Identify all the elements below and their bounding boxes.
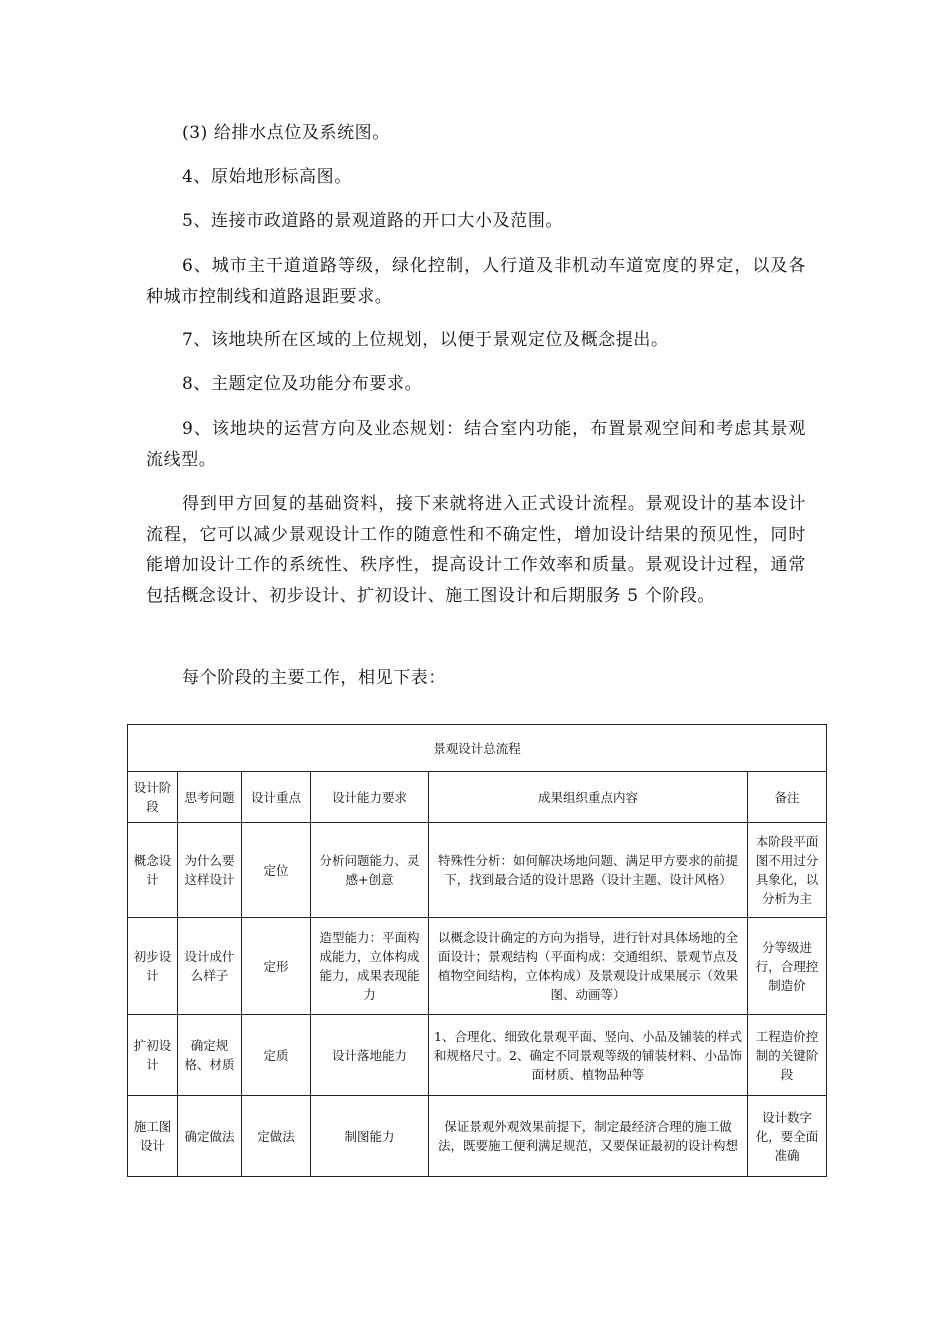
table-header-row [128, 772, 827, 823]
paragraph-theme: 8、主题定位及功能分布要求。 [182, 374, 423, 394]
cell-focus: 定质 [242, 1015, 311, 1096]
cell-stage: 扩初设计 [128, 1015, 178, 1096]
header-question: 思考问题 [178, 772, 242, 823]
table-row [128, 918, 827, 1015]
table-row [128, 1015, 827, 1096]
paragraph-drainage: (3) 给排水点位及系统图。 [182, 123, 390, 143]
cell-focus: 定位 [242, 823, 311, 918]
cell-question: 为什么要这样设计 [178, 823, 242, 918]
paragraph-upper-plan: 7、该地块所在区域的上位规划，以便于景观定位及概念提出。 [182, 330, 669, 350]
cell-remark: 设计数字化，要全面准确 [748, 1096, 827, 1177]
cell-ability: 设计落地能力 [311, 1015, 429, 1096]
cell-question: 确定规格、材质 [178, 1015, 242, 1096]
cell-stage: 概念设计 [128, 823, 178, 918]
cell-stage: 初步设计 [128, 918, 178, 1015]
header-stage: 设计阶段 [128, 772, 178, 823]
paragraph-design-process: 得到甲方回复的基础资料，接下来就将进入正式设计流程。景观设计的基本设计流程，它可以减少景观设计工作的随意性和不确定性，增加设计结果的预见性，同时能增加设计工作的系统性、秩序性，提高设计工作效率和质量。景观设计过程，通常包括概念设计、初步设计、扩初设计、施工图设计和后期服务 5 个阶段。 [146, 494, 806, 606]
paragraph-road-opening: 5、连接市政道路的景观道路的开口大小及范围。 [182, 211, 564, 231]
design-flow-table [127, 724, 827, 1177]
cell-question: 设计成什么样子 [178, 918, 242, 1015]
cell-ability: 分析问题能力、灵感+创意 [311, 823, 429, 918]
header-remark: 备注 [748, 772, 827, 823]
table-row [128, 823, 827, 918]
header-content: 成果组织重点内容 [429, 772, 748, 823]
cell-remark: 工程造价控制的关键阶段 [748, 1015, 827, 1096]
table-title-row [128, 725, 827, 772]
cell-question: 确定做法 [178, 1096, 242, 1177]
cell-content: 特殊性分析：如何解决场地问题、满足甲方要求的前提下，找到最合适的设计思路（设计主题、设计风格） [429, 823, 748, 918]
table-title: 景观设计总流程 [128, 725, 827, 772]
cell-remark: 分等级进行，合理控制造价 [748, 918, 827, 1015]
cell-stage: 施工图设计 [128, 1096, 178, 1177]
cell-content: 保证景观外观效果前提下，制定最经济合理的施工做法，既要施工便利满足规范，又要保证最初的设计构想 [429, 1096, 748, 1177]
cell-content: 1、合理化、细致化景观平面、竖向、小品及铺装的样式和规格尺寸。2、确定不同景观等级的铺装材料、小品饰面材质、植物品种等 [429, 1015, 748, 1096]
paragraph-table-intro: 每个阶段的主要工作，相见下表： [182, 668, 446, 688]
paragraph-terrain: 4、原始地形标高图。 [182, 167, 352, 187]
cell-focus: 定形 [242, 918, 311, 1015]
cell-content: 以概念设计确定的方向为指导，进行针对具体场地的全面设计；景观结构（平面构成：交通组织、景观节点及植物空间结构，立体构成）及景观设计成果展示（效果图、动画等） [429, 918, 748, 1015]
header-ability: 设计能力要求 [311, 772, 429, 823]
cell-ability: 制图能力 [311, 1096, 429, 1177]
table-row [128, 1096, 827, 1177]
header-focus: 设计重点 [242, 772, 311, 823]
cell-remark: 本阶段平面图不用过分具象化，以分析为主 [748, 823, 827, 918]
cell-ability: 造型能力：平面构成能力，立体构成能力，成果表现能力 [311, 918, 429, 1015]
cell-focus: 定做法 [242, 1096, 311, 1177]
paragraph-operation: 9、该地块的运营方向及业态规划：结合室内功能，布置景观空间和考虑其景观流线型。 [146, 419, 806, 470]
paragraph-road-grade: 6、城市主干道道路等级，绿化控制，人行道及非机动车道宽度的界定，以及各种城市控制线和道路退距要求。 [146, 256, 806, 307]
